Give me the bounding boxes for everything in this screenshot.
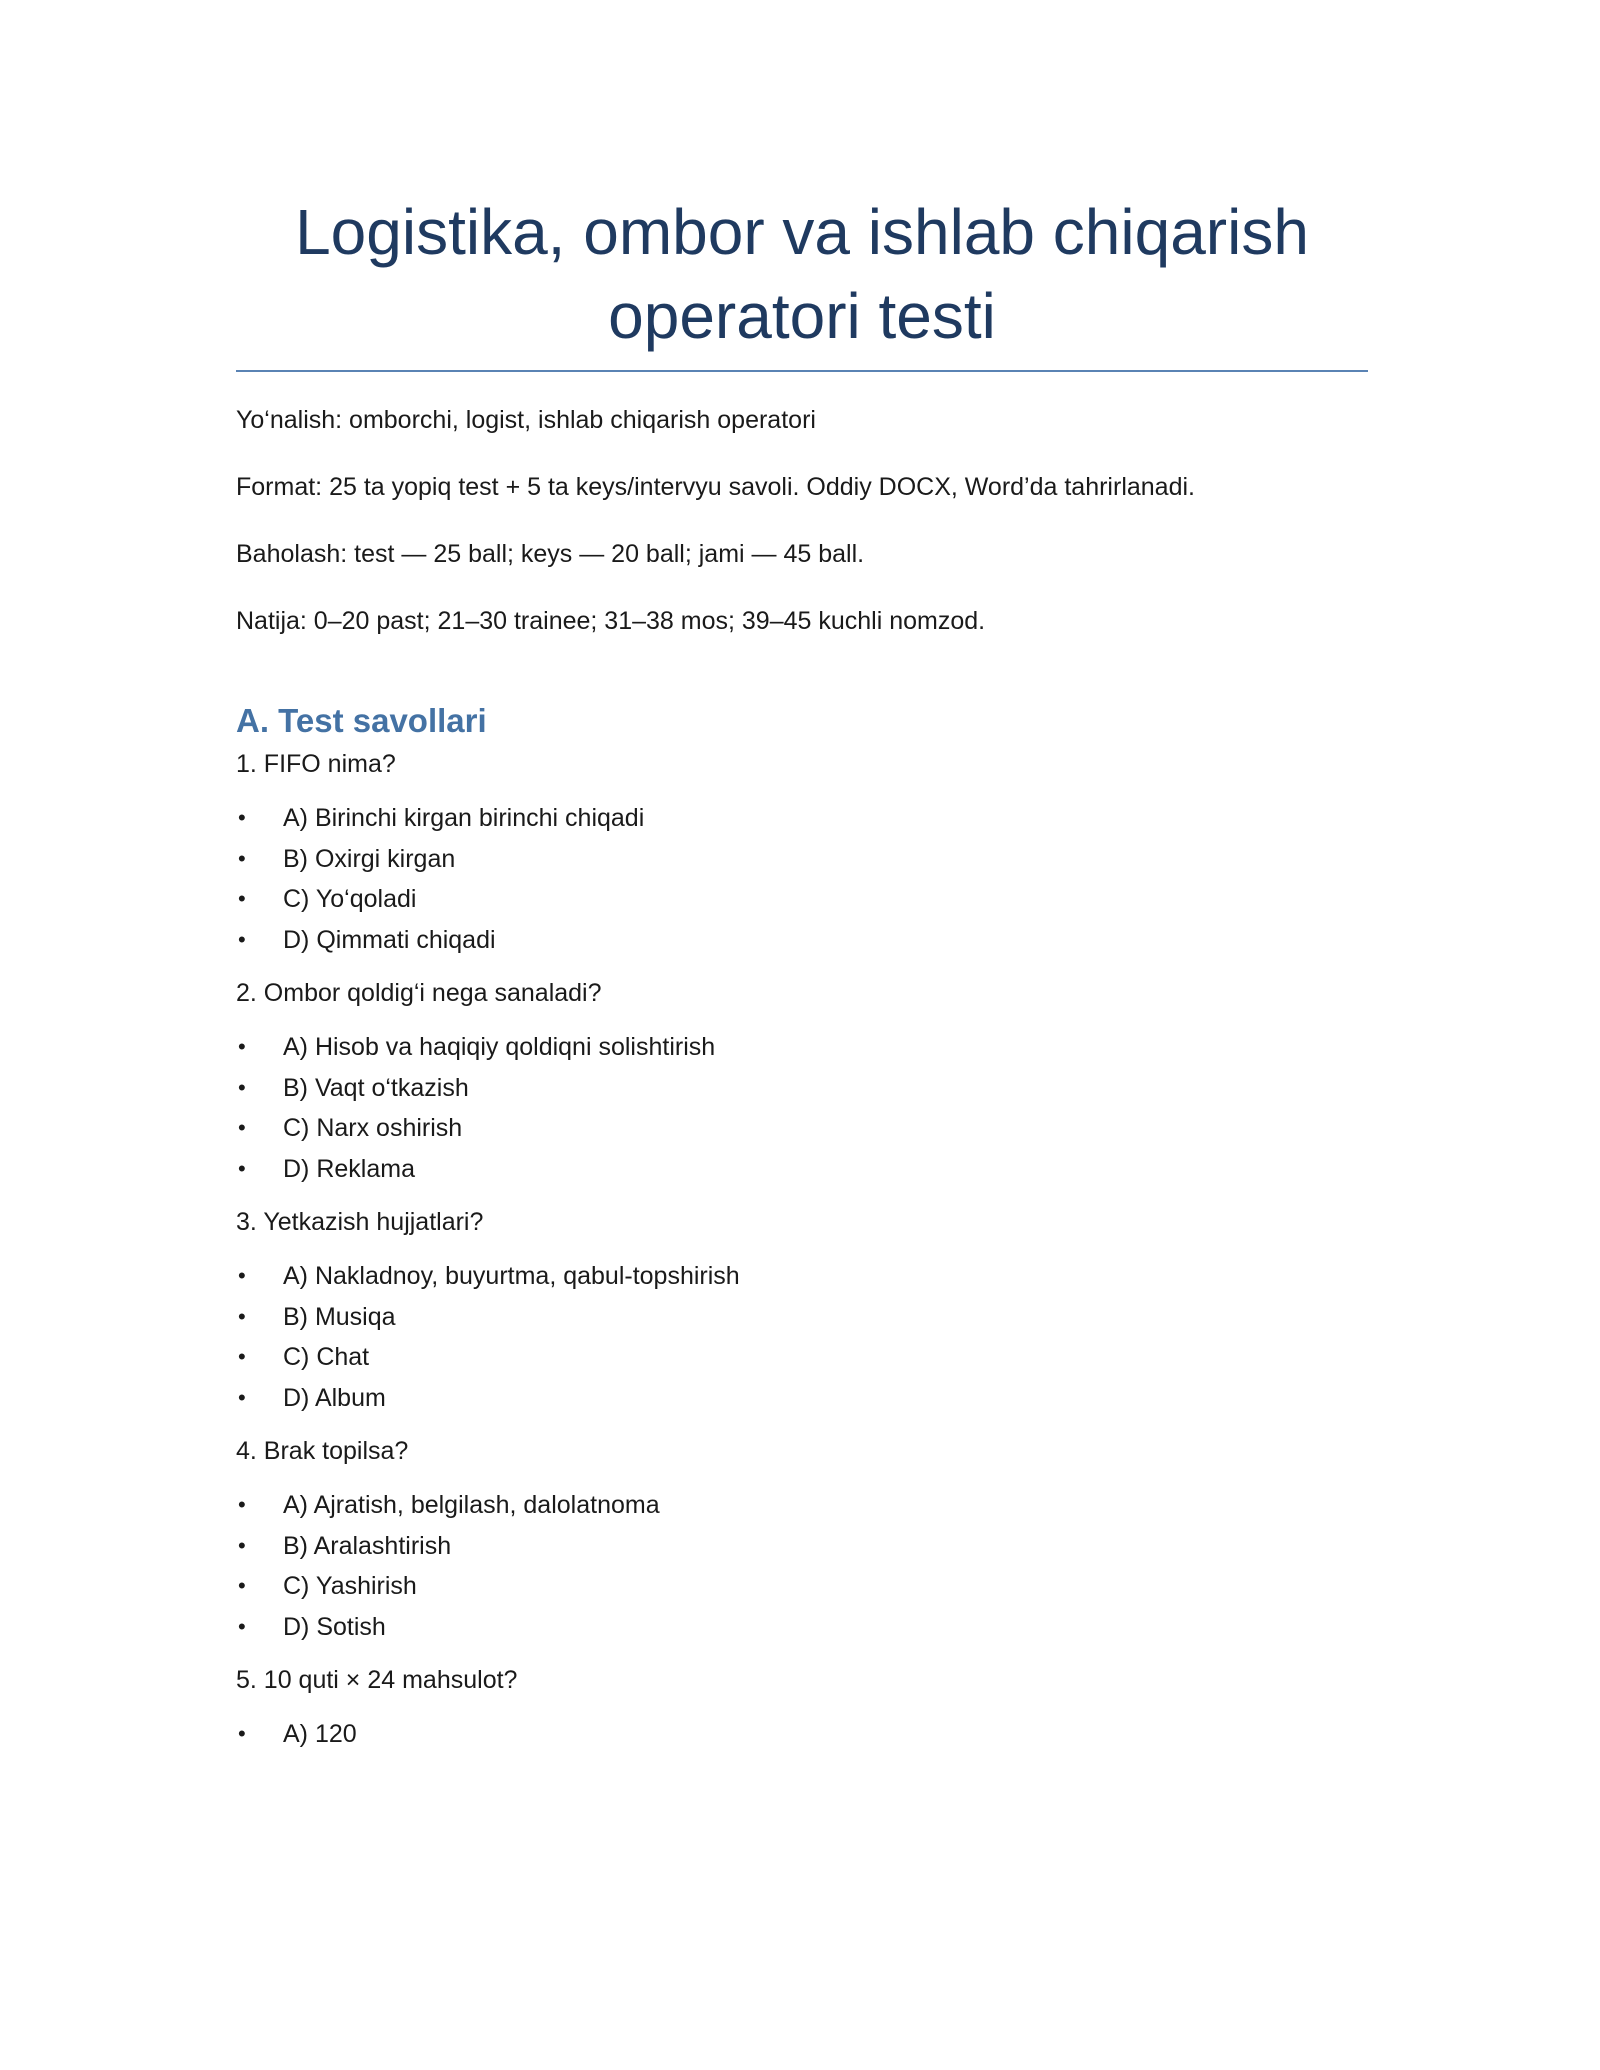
bullet-icon: •	[238, 1344, 246, 1369]
option-item	[236, 1027, 1368, 1068]
title-divider	[236, 370, 1368, 372]
option-list	[236, 1714, 1368, 1755]
option-item	[236, 798, 1368, 839]
option-item	[236, 1378, 1368, 1419]
option-label: D) Reklama	[283, 1154, 415, 1183]
bullet-icon: •	[238, 1263, 246, 1288]
bullet-icon: •	[238, 1613, 246, 1639]
option-label: D) Album	[283, 1383, 386, 1412]
bullet-icon: •	[238, 1303, 246, 1329]
option-item	[236, 1256, 1368, 1297]
option-item	[236, 1526, 1368, 1567]
bullet-icon: •	[238, 1034, 246, 1059]
option-label: B) Aralashtirish	[283, 1531, 452, 1560]
bullet-icon: •	[238, 1115, 246, 1140]
question-text: 5. 10 quti × 24 mahsulot?	[236, 1666, 518, 1694]
option-label: A) Birinchi kirgan birinchi chiqadi	[283, 804, 645, 832]
option-label: A) Ajratish, belgilash, dalolatnoma	[283, 1491, 660, 1519]
bullet-icon: •	[238, 1492, 246, 1517]
option-label: B) Oxirgi kirgan	[283, 844, 456, 873]
option-label: C) Yashirish	[283, 1572, 417, 1600]
question-text: 4. Brak topilsa?	[236, 1437, 409, 1465]
document-title: Logistika, ombor va ishlab chiqarish operatori testi	[295, 196, 1309, 352]
option-label: D) Qimmati chiqadi	[283, 925, 496, 954]
question-text: 3. Yetkazish hujjatlari?	[236, 1208, 484, 1236]
bullet-icon: •	[238, 886, 246, 911]
option-item	[236, 1485, 1368, 1526]
question-block-5	[236, 1664, 1368, 1755]
option-item	[236, 1149, 1368, 1190]
option-label: C) Chat	[283, 1343, 370, 1371]
option-label: B) Vaqt o‘tkazish	[283, 1073, 469, 1102]
question-block-4	[236, 1435, 1368, 1647]
bullet-icon: •	[238, 1721, 246, 1746]
bullet-icon: •	[238, 1573, 246, 1598]
option-list	[236, 798, 1368, 960]
question-block-1	[236, 748, 1368, 960]
option-label: A) 120	[283, 1720, 357, 1748]
option-item	[236, 1566, 1368, 1607]
option-item	[236, 1714, 1368, 1755]
meta-format: Format: 25 ta yopiq test + 5 ta keys/intervyu savoli. Oddiy DOCX, Word’da tahrirlanadi.	[236, 473, 1195, 501]
option-item	[236, 1607, 1368, 1648]
question-block-3	[236, 1206, 1368, 1418]
bullet-icon: •	[238, 1384, 246, 1410]
bullet-icon: •	[238, 845, 246, 871]
option-label: B) Musiqa	[283, 1302, 396, 1331]
meta-scoring: Baholash: test — 25 ball; keys — 20 ball; jami — 45 ball.	[236, 540, 865, 568]
option-label: A) Nakladnoy, buyurtma, qabul-topshirish	[283, 1262, 740, 1290]
question-text: 1. FIFO nima?	[236, 750, 396, 778]
option-item	[236, 1068, 1368, 1109]
option-item	[236, 879, 1368, 920]
option-item	[236, 1108, 1368, 1149]
option-list	[236, 1485, 1368, 1647]
bullet-icon: •	[238, 1155, 246, 1181]
bullet-icon: •	[238, 1074, 246, 1100]
meta-result: Natija: 0–20 past; 21–30 trainee; 31–38 mos; 39–45 kuchli nomzod.	[236, 607, 986, 635]
option-label: D) Sotish	[283, 1612, 386, 1641]
option-label: C) Narx oshirish	[283, 1114, 463, 1142]
option-item	[236, 1337, 1368, 1378]
option-label: C) Yo‘qoladi	[283, 885, 417, 913]
question-text: 2. Ombor qoldig‘i nega sanaladi?	[236, 979, 602, 1007]
bullet-icon: •	[238, 926, 246, 952]
option-list	[236, 1256, 1368, 1418]
bullet-icon: •	[238, 1532, 246, 1558]
option-list	[236, 1027, 1368, 1189]
option-label: A) Hisob va haqiqiy qoldiqni solishtirish	[283, 1033, 716, 1061]
section-heading: A. Test savollari	[236, 702, 487, 739]
option-item	[236, 839, 1368, 880]
bullet-icon: •	[238, 805, 246, 830]
meta-direction: Yo‘nalish: omborchi, logist, ishlab chiqarish operatori	[236, 406, 816, 434]
document-meta	[236, 404, 1368, 638]
option-item	[236, 920, 1368, 961]
question-block-2	[236, 977, 1368, 1189]
option-item	[236, 1297, 1368, 1338]
document-page	[236, 190, 1368, 1772]
